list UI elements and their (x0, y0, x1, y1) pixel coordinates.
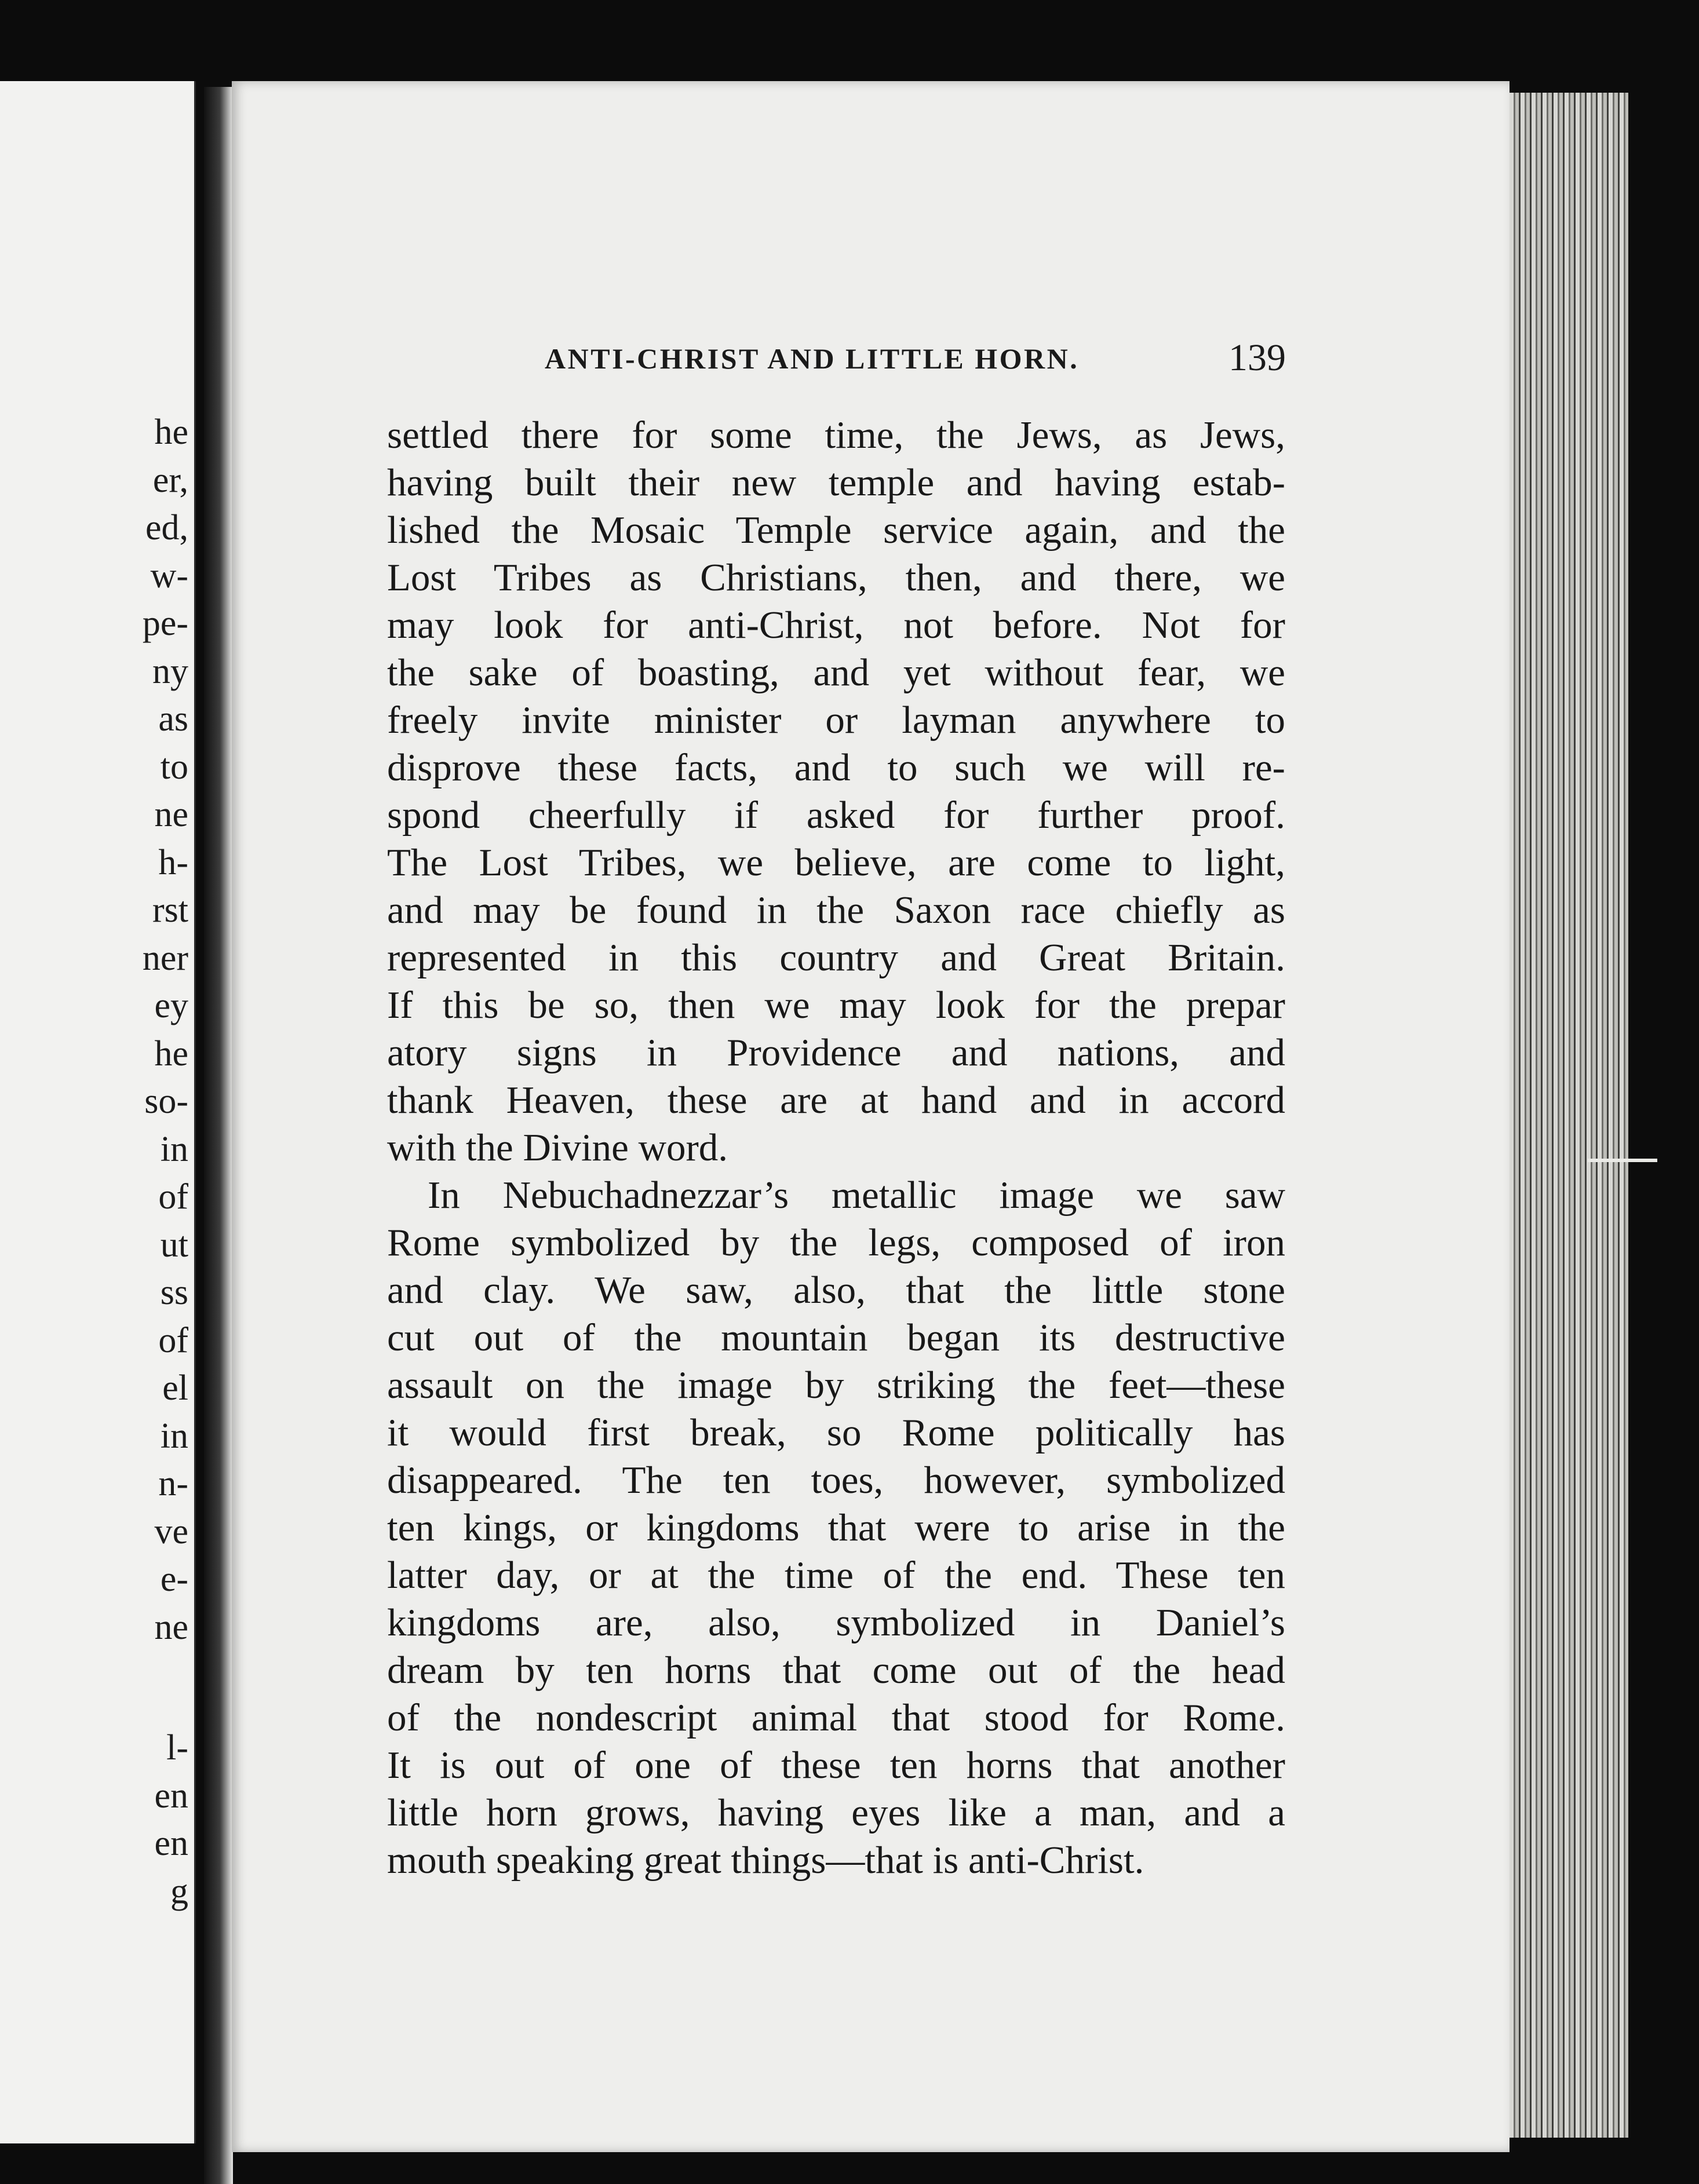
running-head: ANTI-CHRIST AND LITTLE HORN. (545, 342, 1080, 375)
previous-page-line-fragment: w- (150, 556, 188, 596)
text-line: having built their new temple and having estab- (387, 461, 1285, 504)
background-edge (1628, 104, 1699, 2183)
previous-page-line-fragment: ne (154, 1607, 188, 1647)
text-line: In Nebuchadnezzar’s metallic image we saw (428, 1174, 1285, 1217)
text-line: and may be found in the Saxon race chiefly as (387, 889, 1285, 932)
previous-page-line-fragment: of (158, 1320, 188, 1360)
page-number: 139 (1228, 337, 1286, 379)
book-gutter (204, 87, 233, 2184)
text-line: the sake of boasting, and yet without fear, we (387, 651, 1285, 694)
page-marker-strip (1588, 1159, 1657, 1162)
paragraph-2 (387, 1171, 1285, 1884)
text-line: dream by ten horns that come out of the head (387, 1649, 1285, 1692)
page-edges (1510, 93, 1628, 2138)
previous-page-line-fragment: to (160, 747, 188, 787)
previous-page-line-fragment: in (160, 1129, 188, 1169)
previous-page-text-fragments (14, 408, 188, 1915)
text-line: ten kings, or kingdoms that were to arise in the (387, 1506, 1285, 1549)
previous-page-line-fragment: en (154, 1776, 188, 1816)
previous-page-line-fragment: pe- (142, 604, 188, 643)
previous-page-line-fragment: er, (152, 460, 188, 500)
previous-page-line-fragment: n- (158, 1464, 188, 1503)
previous-page-line-fragment: of (158, 1177, 188, 1217)
text-line: mouth speaking great things—that is anti-Christ. (387, 1839, 1144, 1882)
previous-page-line-fragment: l- (166, 1728, 188, 1767)
previous-page-line-fragment: h- (158, 842, 188, 882)
text-line: settled there for some time, the Jews, as Jews, (387, 414, 1285, 456)
body-text (387, 411, 1285, 1884)
previous-page-line-fragment (14, 1651, 188, 1724)
text-line: latter day, or at the time of the end. These ten (387, 1554, 1285, 1597)
previous-page-line-fragment: ey (154, 986, 188, 1025)
text-line: may look for anti-Christ, not before. Not for (387, 604, 1285, 647)
previous-page-line-fragment: ner (142, 938, 188, 978)
previous-page-line-fragment: in (160, 1416, 188, 1456)
text-line: The Lost Tribes, we believe, are come to light, (387, 841, 1285, 884)
text-line: cut out of the mountain began its destructive (387, 1316, 1285, 1359)
previous-page-line-fragment: g (170, 1871, 188, 1911)
previous-page-line-fragment: ss (160, 1273, 188, 1312)
text-line: assault on the image by striking the feet—these (387, 1364, 1285, 1407)
text-line: Lost Tribes as Christians, then, and there, we (387, 556, 1285, 599)
text-line: freely invite minister or layman anywhere to (387, 699, 1285, 742)
text-line: represented in this country and Great Britain. (387, 936, 1285, 979)
text-line: disappeared. The ten toes, however, symbolized (387, 1459, 1285, 1502)
text-line: Rome symbolized by the legs, composed of iron (387, 1221, 1285, 1264)
previous-page-line-fragment: en (154, 1824, 188, 1863)
text-line: If this be so, then we may look for the prepar (387, 984, 1285, 1027)
text-line: kingdoms are, also, symbolized in Daniel’s (387, 1601, 1285, 1644)
previous-page-line-fragment: e- (160, 1560, 188, 1599)
text-line: disprove these facts, and to such we will re- (387, 746, 1285, 789)
previous-page-line-fragment: el (162, 1368, 188, 1408)
previous-page-line-fragment: ed, (145, 508, 188, 547)
previous-page-line-fragment: ut (160, 1225, 188, 1265)
previous-page-line-fragment: rst (152, 890, 188, 930)
text-line: with the Divine word. (387, 1126, 728, 1169)
paragraph-1 (387, 411, 1285, 1171)
text-line: lished the Mosaic Temple service again, and the (387, 509, 1285, 552)
previous-page (0, 81, 196, 2143)
text-line: spond cheerfully if asked for further proof. (387, 794, 1285, 837)
previous-page-line-fragment: so- (144, 1082, 188, 1121)
previous-page-line-fragment: he (154, 1033, 188, 1073)
previous-page-line-fragment: ny (152, 651, 188, 691)
text-line: atory signs in Providence and nations, and (387, 1031, 1285, 1074)
text-line: it would first break, so Rome politically has (387, 1411, 1285, 1454)
text-line: thank Heaven, these are at hand and in accord (387, 1079, 1285, 1122)
previous-page-line-fragment: as (158, 699, 188, 739)
text-line: and clay. We saw, also, that the little stone (387, 1269, 1285, 1312)
previous-page-line-fragment: ne (154, 795, 188, 834)
text-line: little horn grows, having eyes like a man, and a (387, 1791, 1285, 1834)
text-line: of the nondescript animal that stood for Rome. (387, 1696, 1285, 1739)
previous-page-line-fragment: he (154, 412, 188, 452)
previous-page-line-fragment: ve (154, 1511, 188, 1551)
text-line: It is out of one of these ten horns that another (387, 1744, 1285, 1787)
